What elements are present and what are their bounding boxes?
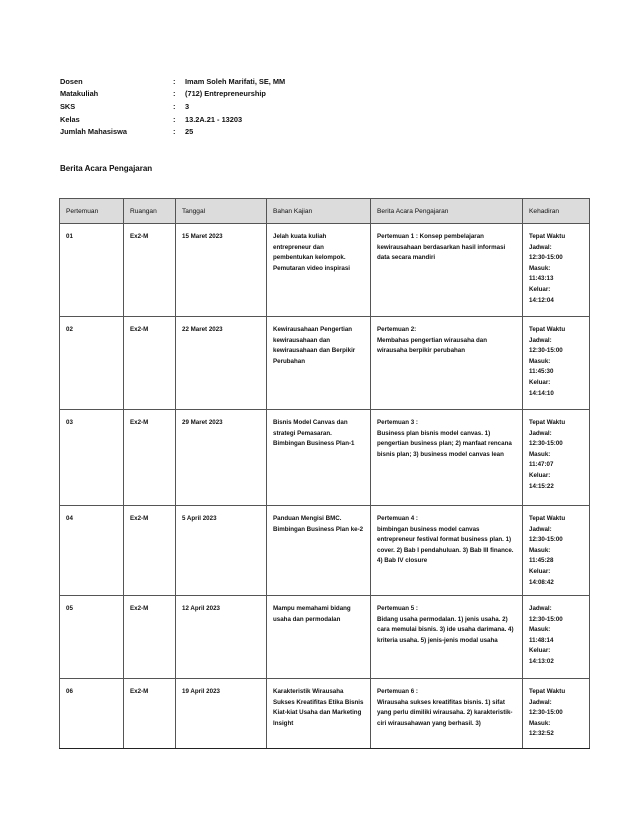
course-info <box>60 75 285 138</box>
info-label: SKS <box>60 101 76 111</box>
cell-bahan-kajian: Jelah kuata kuliah entrepreneur dan pembentukan kelompok. Pemutaran video inspirasi <box>267 224 371 317</box>
cell-pertemuan: 02 <box>60 317 124 410</box>
cell-bahan-kajian: Mampu memahami bidang usaha dan permodalan <box>267 596 371 679</box>
cell-kehadiran: Tepat Waktu Jadwal: 12:30-15:00 Masuk: 11:43:13 Keluar: 14:12:04 <box>523 224 590 317</box>
cell-kehadiran: Tepat Waktu Jadwal: 12:30-15:00 Masuk: 11:45:28 Keluar: 14:08:42 <box>523 506 590 596</box>
cell-berita-acara: Pertemuan 5 : Bidang usaha permodalan. 1) jenis usaha. 2) cara memulai bisnis. 3) ide usaha darimana. 4) kriteria usaha. 5) jenis-jenis modal usaha <box>371 596 523 679</box>
cell-kehadiran: Tepat Waktu Jadwal: 12:30-15:00 Masuk: 12:32:52 <box>523 679 590 749</box>
cell-tanggal: 29 Maret 2023 <box>176 410 267 506</box>
cell-kehadiran: Jadwal: 12:30-15:00 Masuk: 11:48:14 Keluar: 14:13:02 <box>523 596 590 679</box>
info-label: Jumlah Mahasiswa <box>60 127 127 137</box>
cell-tanggal: 22 Maret 2023 <box>176 317 267 410</box>
cell-pertemuan: 03 <box>60 410 124 506</box>
table-header-row <box>60 199 590 224</box>
info-colon: : <box>173 101 176 111</box>
cell-ruangan: Ex2-M <box>124 506 176 596</box>
cell-pertemuan: 06 <box>60 679 124 749</box>
table-row <box>60 410 590 506</box>
table-row <box>60 224 590 317</box>
info-colon: : <box>173 114 176 124</box>
info-value: (712) Entrepreneurship <box>185 89 266 99</box>
header-kehadiran: Kehadiran <box>523 199 590 224</box>
cell-ruangan: Ex2-M <box>124 410 176 506</box>
cell-bahan-kajian: Panduan Mengisi BMC. Bimbingan Business Plan ke-2 <box>267 506 371 596</box>
teaching-log-table <box>59 198 590 749</box>
header-pertemuan: Pertemuan <box>60 199 124 224</box>
info-row-jumlah-mahasiswa <box>60 125 285 138</box>
info-label: Kelas <box>60 114 80 124</box>
header-ruangan: Ruangan <box>124 199 176 224</box>
cell-bahan-kajian: Kewirausahaan Pengertian kewirausahaan dan kewirausahaan dan Berpikir Perubahan <box>267 317 371 410</box>
cell-ruangan: Ex2-M <box>124 679 176 749</box>
table-row <box>60 679 590 749</box>
info-value: Imam Soleh Marifati, SE, MM <box>185 76 286 86</box>
section-title: Berita Acara Pengajaran <box>60 164 153 173</box>
info-row-sks <box>60 100 285 113</box>
cell-tanggal: 15 Maret 2023 <box>176 224 267 317</box>
cell-pertemuan: 01 <box>60 224 124 317</box>
info-row-dosen <box>60 75 285 88</box>
cell-berita-acara: Pertemuan 6 : Wirausaha sukses kreatifitas bisnis. 1) sifat yang perlu dimiliki wirausaha. 2) karakteristik-ciri wirausahawan yang berhasil. 3) <box>371 679 523 749</box>
table-row <box>60 596 590 679</box>
info-colon: : <box>173 89 176 99</box>
cell-ruangan: Ex2-M <box>124 317 176 410</box>
info-colon: : <box>173 127 176 137</box>
cell-bahan-kajian: Bisnis Model Canvas dan strategi Pemasaran. Bimbingan Business Plan-1 <box>267 410 371 506</box>
info-value: 13.2A.21 - 13203 <box>185 114 243 124</box>
info-colon: : <box>173 76 176 86</box>
cell-ruangan: Ex2-M <box>124 596 176 679</box>
cell-pertemuan: 04 <box>60 506 124 596</box>
cell-kehadiran: Tepat Waktu Jadwal: 12:30-15:00 Masuk: 11:45:30 Keluar: 14:14:10 <box>523 317 590 410</box>
header-bahan-kajian: Bahan Kajian <box>267 199 371 224</box>
cell-tanggal: 12 April 2023 <box>176 596 267 679</box>
cell-berita-acara: Pertemuan 2: Membahas pengertian wirausaha dan wirausaha berpikir perubahan <box>371 317 523 410</box>
cell-pertemuan: 05 <box>60 596 124 679</box>
cell-ruangan: Ex2-M <box>124 224 176 317</box>
header-berita-acara: Berita Acara Pengajaran <box>371 199 523 224</box>
cell-berita-acara: Pertemuan 1 : Konsep pembelajaran kewirausahaan berdasarkan hasil informasi data secara mandiri <box>371 224 523 317</box>
info-value: 25 <box>185 127 194 137</box>
cell-bahan-kajian: Karakteristik Wirausaha Sukses Kreatifitas Etika Bisnis Kiat-kiat Usaha dan Marketing Insight <box>267 679 371 749</box>
cell-berita-acara: Pertemuan 4 : bimbingan business model canvas entrepreneur festival format business plan. 1) cover. 2) Bab I pendahuluan. 3) Bab III finance. 4) Bab IV closure <box>371 506 523 596</box>
cell-tanggal: 19 April 2023 <box>176 679 267 749</box>
cell-tanggal: 5 April 2023 <box>176 506 267 596</box>
info-label: Dosen <box>60 76 83 86</box>
table-row <box>60 506 590 596</box>
info-row-kelas <box>60 113 285 126</box>
info-row-matakuliah <box>60 88 285 101</box>
info-label: Matakuliah <box>60 89 99 99</box>
cell-kehadiran: Tepat Waktu Jadwal: 12:30-15:00 Masuk: 11:47:07 Keluar: 14:15:22 <box>523 410 590 506</box>
header-tanggal: Tanggal <box>176 199 267 224</box>
cell-berita-acara: Pertemuan 3 : Business plan bisnis model canvas. 1) pengertian business plan; 2) manfaat rencana bisnis plan; 3) business model canvas lean <box>371 410 523 506</box>
table-row <box>60 317 590 410</box>
info-value: 3 <box>185 101 190 111</box>
